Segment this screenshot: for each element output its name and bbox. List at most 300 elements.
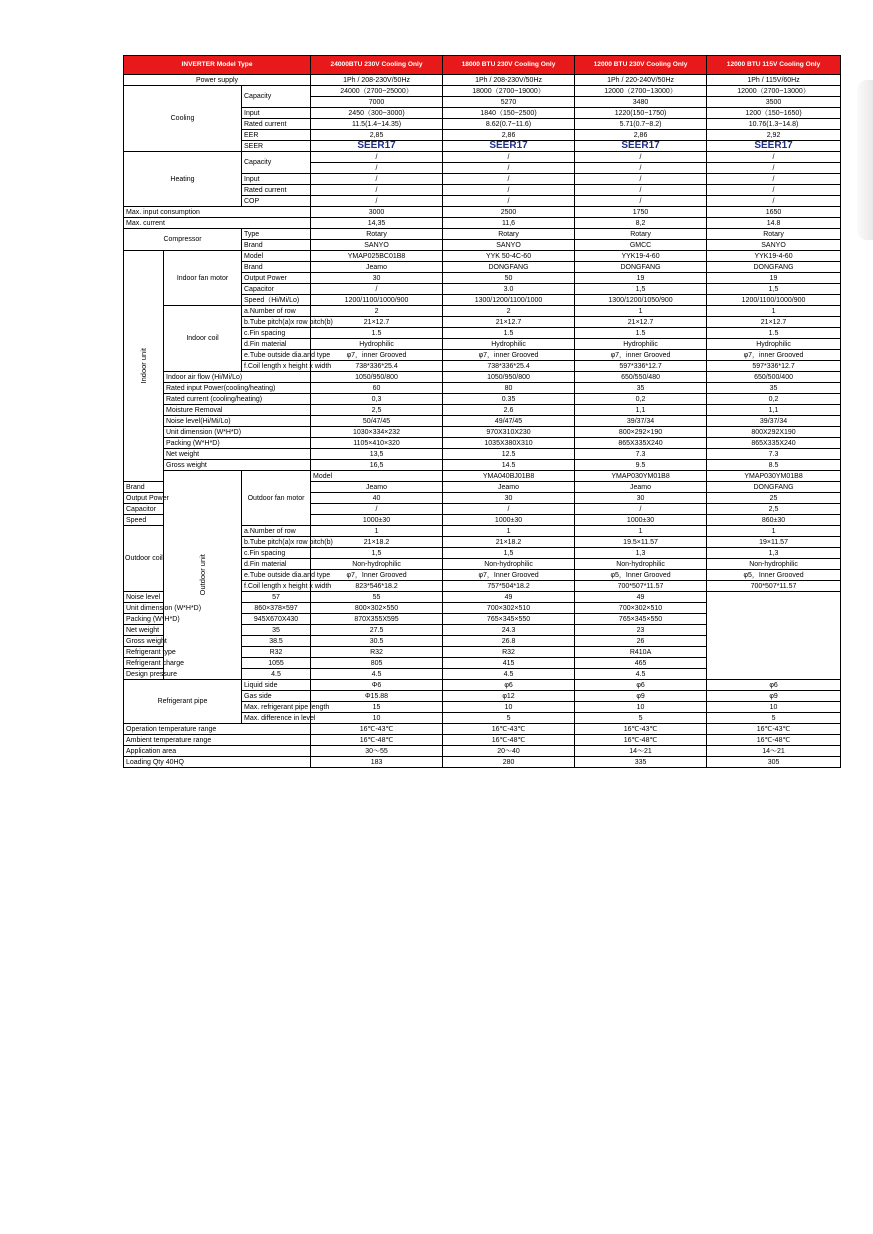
value-cell: 3.0 <box>443 284 575 295</box>
value-cell: 2 <box>311 306 443 317</box>
value-cell: 12000（2700~13000） <box>707 86 841 97</box>
value-cell: Φ15.88 <box>311 691 443 702</box>
value-cell: GMCC <box>575 240 707 251</box>
row-label: Packing (W*H*D) <box>164 438 311 449</box>
value-cell: / <box>707 174 841 185</box>
value-cell: 20～40 <box>443 746 575 757</box>
value-cell: YMAP025BC01B8 <box>311 251 443 262</box>
value-cell: 805 <box>311 658 443 669</box>
value-cell: 80 <box>443 383 575 394</box>
row-label: Rated current (cooling/heating) <box>164 394 311 405</box>
value-cell: 2,92 <box>707 130 841 141</box>
value-cell: 1840（150~2500) <box>443 108 575 119</box>
value-cell: 738*336*25.4 <box>443 361 575 372</box>
value-cell: 870X355X595 <box>311 614 443 625</box>
value-cell: 13,5 <box>311 449 443 460</box>
row-label: Moisture Removal <box>164 405 311 416</box>
value-cell: 11,6 <box>443 218 575 229</box>
row-label: Indoor fan motor <box>164 251 242 306</box>
value-cell: 1200/1100/1000/900 <box>311 295 443 306</box>
value-cell: 800×292×190 <box>575 427 707 438</box>
value-cell: 11.5(1.4~14.35) <box>311 119 443 130</box>
value-cell: 1035X380X310 <box>443 438 575 449</box>
value-cell: 700×302×510 <box>575 603 707 614</box>
table-row <box>124 438 841 449</box>
value-cell: DONGFANG <box>707 482 841 493</box>
value-cell: 1,3 <box>575 548 707 559</box>
row-label: e.Tube outside dia.and type <box>242 350 311 361</box>
row-label: f.Coil length x height x width <box>242 581 311 592</box>
value-cell: Hydrophilic <box>575 339 707 350</box>
value-cell: / <box>443 174 575 185</box>
value-cell: SANYO <box>443 240 575 251</box>
row-label: Capacity <box>242 152 311 174</box>
value-cell: 2500 <box>443 207 575 218</box>
page-edge-decoration <box>857 80 873 240</box>
model-type-header: INVERTER Model Type <box>124 56 311 75</box>
row-label: d.Fin material <box>242 339 311 350</box>
row-label: Operation temperature range <box>124 724 311 735</box>
row-label: Compressor <box>124 229 242 251</box>
table-row <box>124 680 841 691</box>
table-row <box>124 592 841 603</box>
value-cell: 50 <box>443 273 575 284</box>
row-label: Gross weight <box>164 460 311 471</box>
row-label: Brand <box>242 240 311 251</box>
table-row <box>124 757 841 768</box>
value-cell: 10 <box>707 702 841 713</box>
value-cell: 1Ph / 208-230V/50Hz <box>443 75 575 86</box>
value-cell: φ9 <box>707 691 841 702</box>
table-row <box>124 207 841 218</box>
value-cell: 16℃-48℃ <box>707 735 841 746</box>
value-cell: 50/47/45 <box>311 416 443 427</box>
value-cell: φ7，inner Grooved <box>707 350 841 361</box>
value-cell: / <box>311 185 443 196</box>
row-label: Outdoor coil <box>124 526 164 592</box>
value-cell: YYK19-4-60 <box>707 251 841 262</box>
model-header-1: 24000BTU 230V Cooling Only <box>311 56 443 75</box>
value-cell: φ6 <box>707 680 841 691</box>
value-cell: 16℃-43℃ <box>443 724 575 735</box>
row-label: Input <box>242 108 311 119</box>
value-cell: 24000（2700~25000） <box>311 86 443 97</box>
table-row <box>124 735 841 746</box>
row-label: a.Number of row <box>242 306 311 317</box>
value-cell: 30 <box>575 493 707 504</box>
value-cell: 18000（2700~19000） <box>443 86 575 97</box>
value-cell: / <box>311 504 443 515</box>
row-label: Heating <box>124 152 242 207</box>
row-label: Refrigerant type <box>124 647 242 658</box>
value-cell: 700*507*11.57 <box>707 581 841 592</box>
table-row <box>124 427 841 438</box>
row-label: EER <box>242 130 311 141</box>
value-cell: 1.5 <box>575 328 707 339</box>
row-label: Noise level <box>124 592 242 603</box>
value-cell: 183 <box>311 757 443 768</box>
value-cell: 465 <box>575 658 707 669</box>
value-cell: / <box>443 504 575 515</box>
value-cell: Non-hydrophilic <box>311 559 443 570</box>
value-cell: 19 <box>707 273 841 284</box>
value-cell: 1000±30 <box>575 515 707 526</box>
value-cell: 21×12.7 <box>575 317 707 328</box>
value-cell: / <box>707 185 841 196</box>
value-cell: YMAP030YM01B8 <box>575 471 707 482</box>
row-label: Rated input Power(cooling/heating) <box>164 383 311 394</box>
value-cell: 4.5 <box>443 669 575 680</box>
value-cell: 335 <box>575 757 707 768</box>
value-cell: 970X310X230 <box>443 427 575 438</box>
value-cell: 14,35 <box>311 218 443 229</box>
section-label-text: Indoor unit <box>139 348 149 384</box>
table-row <box>124 658 841 669</box>
value-cell: 4.5 <box>311 669 443 680</box>
value-cell: 4.5 <box>575 669 707 680</box>
value-cell: 2,86 <box>575 130 707 141</box>
row-label: Output Power <box>242 273 311 284</box>
value-cell: 5 <box>443 713 575 724</box>
value-cell: 1,1 <box>707 405 841 416</box>
value-cell: 49 <box>575 592 707 603</box>
value-cell: 1 <box>575 526 707 537</box>
value-cell: Non-hydrophilic <box>707 559 841 570</box>
value-cell: 39/37/34 <box>575 416 707 427</box>
value-cell: / <box>311 163 443 174</box>
row-label: Gas side <box>242 691 311 702</box>
row-label: f.Coil length x height x width <box>242 361 311 372</box>
row-label: Speed（Hi/Mi/Lo) <box>242 295 311 306</box>
row-label: Model <box>242 251 311 262</box>
row-label: Max. input consumption <box>124 207 311 218</box>
value-cell: 1Ph / 208-230V/50Hz <box>311 75 443 86</box>
spec-table <box>123 55 841 768</box>
row-label: Capacity <box>242 86 311 108</box>
value-cell: 5 <box>575 713 707 724</box>
row-label: Rated current <box>242 119 311 130</box>
value-cell: φ9 <box>575 691 707 702</box>
value-cell: φ7，inner Grooved <box>311 350 443 361</box>
value-cell: 26 <box>575 636 707 647</box>
table-row <box>124 647 841 658</box>
value-cell: 1650 <box>707 207 841 218</box>
model-header-3: 12000 BTU 230V Cooling Only <box>575 56 707 75</box>
value-cell: SEER17 <box>707 141 841 152</box>
value-cell: 1000±30 <box>311 515 443 526</box>
row-label: Capacitor <box>242 284 311 295</box>
table-row <box>124 405 841 416</box>
value-cell: 1300/1200/1100/1000 <box>443 295 575 306</box>
value-cell: 21×18.2 <box>311 537 443 548</box>
value-cell: 12000（2700~13000） <box>575 86 707 97</box>
table-row <box>124 471 841 482</box>
value-cell: 23 <box>575 625 707 636</box>
table-row <box>124 218 841 229</box>
value-cell: 10 <box>575 702 707 713</box>
row-label: Rated current <box>242 185 311 196</box>
value-cell: Non-hydrophilic <box>443 559 575 570</box>
model-header-2: 18000 BTU 230V Cooling Only <box>443 56 575 75</box>
row-label: SEER <box>242 141 311 152</box>
section-label-text: Outdoor unit <box>198 554 208 596</box>
table-row <box>124 383 841 394</box>
row-label: b.Tube pitch(a)x row pitch(b) <box>242 537 311 548</box>
value-cell: 19.5×11.57 <box>575 537 707 548</box>
value-cell: 7.3 <box>707 449 841 460</box>
value-cell: 597*336*12.7 <box>575 361 707 372</box>
value-cell: 5270 <box>443 97 575 108</box>
table-row <box>124 449 841 460</box>
value-cell: SEER17 <box>575 141 707 152</box>
table-row <box>124 416 841 427</box>
value-cell: 765×345×550 <box>575 614 707 625</box>
value-cell: SEER17 <box>311 141 443 152</box>
value-cell: 5.71(0.7~8.2) <box>575 119 707 130</box>
value-cell: 865X335X240 <box>575 438 707 449</box>
value-cell: 7.3 <box>575 449 707 460</box>
row-label: Net weight <box>124 625 242 636</box>
value-cell: 14.5 <box>443 460 575 471</box>
value-cell: 8.5 <box>707 460 841 471</box>
value-cell: / <box>575 504 707 515</box>
value-cell: 860×378×597 <box>242 603 311 614</box>
value-cell: 15 <box>311 702 443 713</box>
value-cell: 24.3 <box>443 625 575 636</box>
value-cell: 1,5 <box>311 548 443 559</box>
value-cell: 1055 <box>242 658 311 669</box>
row-label: d.Fin material <box>242 559 311 570</box>
row-label: Capacitor <box>124 504 164 515</box>
value-cell: 26.8 <box>443 636 575 647</box>
value-cell: Jeamo <box>443 482 575 493</box>
value-cell: 1030×334×232 <box>311 427 443 438</box>
table-row <box>124 394 841 405</box>
value-cell: 27.5 <box>311 625 443 636</box>
value-cell: 55 <box>311 592 443 603</box>
value-cell: 10.76(1.3~14.8) <box>707 119 841 130</box>
value-cell: 3500 <box>707 97 841 108</box>
value-cell: 10 <box>443 702 575 713</box>
value-cell: 650/500/400 <box>707 372 841 383</box>
value-cell: 1200（150~1650) <box>707 108 841 119</box>
value-cell: / <box>443 152 575 163</box>
row-label: Packing (W*H*D) <box>124 614 242 625</box>
spec-body <box>124 75 841 768</box>
value-cell: 35 <box>707 383 841 394</box>
value-cell: Jeamo <box>575 482 707 493</box>
table-row <box>124 614 841 625</box>
row-label: Indoor air flow (Hi/Mi/Lo) <box>164 372 311 383</box>
value-cell: 14.8 <box>707 218 841 229</box>
table-row <box>124 372 841 383</box>
value-cell: DONGFANG <box>575 262 707 273</box>
table-row <box>124 460 841 471</box>
value-cell: 19×11.57 <box>707 537 841 548</box>
row-label: c.Fin spacing <box>242 548 311 559</box>
row-label: Gross weight <box>124 636 242 647</box>
value-cell: / <box>575 174 707 185</box>
value-cell: φ7，Inner Grooved <box>443 570 575 581</box>
value-cell: 35 <box>575 383 707 394</box>
value-cell: 823*546*18.2 <box>311 581 443 592</box>
value-cell: 19 <box>575 273 707 284</box>
value-cell: 1300/1200/1050/900 <box>575 295 707 306</box>
value-cell: 9.5 <box>575 460 707 471</box>
row-label: Unit dimension (W*H*D) <box>124 603 242 614</box>
value-cell: / <box>707 152 841 163</box>
table-row <box>124 86 841 97</box>
table-row <box>124 746 841 757</box>
value-cell: 16℃-43℃ <box>707 724 841 735</box>
value-cell: / <box>575 152 707 163</box>
value-cell: 21×12.7 <box>311 317 443 328</box>
value-cell: 30.5 <box>311 636 443 647</box>
value-cell: 2.6 <box>443 405 575 416</box>
section-label <box>124 251 164 482</box>
value-cell: / <box>443 196 575 207</box>
value-cell: YYK19-4-60 <box>575 251 707 262</box>
value-cell: SEER17 <box>443 141 575 152</box>
value-cell: 1 <box>707 526 841 537</box>
value-cell: R32 <box>311 647 443 658</box>
value-cell: 14～21 <box>707 746 841 757</box>
value-cell: DONGFANG <box>707 262 841 273</box>
row-label: Unit dimension (W*H*D) <box>164 427 311 438</box>
row-label: Power supply <box>124 75 311 86</box>
value-cell: 0.35 <box>443 394 575 405</box>
value-cell: YMA040BJ01B8 <box>443 471 575 482</box>
row-label: Refrigerant charge <box>124 658 242 669</box>
value-cell: 2 <box>443 306 575 317</box>
value-cell: 3480 <box>575 97 707 108</box>
value-cell: 16℃-48℃ <box>443 735 575 746</box>
table-row <box>124 152 841 163</box>
row-label: c.Fin spacing <box>242 328 311 339</box>
value-cell: 1750 <box>575 207 707 218</box>
value-cell: 21×18.2 <box>443 537 575 548</box>
row-label: Input <box>242 174 311 185</box>
row-label: Max. difference in level <box>242 713 311 724</box>
row-label: a.Number of row <box>242 526 311 537</box>
value-cell: 738*336*25.4 <box>311 361 443 372</box>
value-cell: 800X292X190 <box>707 427 841 438</box>
value-cell: 1105×410×320 <box>311 438 443 449</box>
value-cell: 3000 <box>311 207 443 218</box>
table-row <box>124 603 841 614</box>
value-cell: 30～55 <box>311 746 443 757</box>
value-cell: 49 <box>443 592 575 603</box>
row-label: Indoor coil <box>164 306 242 372</box>
value-cell: 16,5 <box>311 460 443 471</box>
value-cell: R32 <box>242 647 311 658</box>
table-row <box>124 75 841 86</box>
value-cell: 5 <box>707 713 841 724</box>
value-cell: 1.5 <box>707 328 841 339</box>
value-cell: Hydrophilic <box>311 339 443 350</box>
value-cell: 1.5 <box>443 328 575 339</box>
row-label: Liquid side <box>242 680 311 691</box>
value-cell: 8,2 <box>575 218 707 229</box>
value-cell: R32 <box>443 647 575 658</box>
value-cell: Rotary <box>575 229 707 240</box>
value-cell: 8.62(0.7~11.6) <box>443 119 575 130</box>
value-cell: 60 <box>311 383 443 394</box>
value-cell: 30 <box>311 273 443 284</box>
value-cell: 12.5 <box>443 449 575 460</box>
value-cell: Rotary <box>707 229 841 240</box>
table-row <box>124 724 841 735</box>
table-row <box>124 251 841 262</box>
value-cell: 38.5 <box>242 636 311 647</box>
value-cell: φ7，inner Grooved <box>575 350 707 361</box>
value-cell: Jeamo <box>311 482 443 493</box>
row-label: Brand <box>124 482 164 493</box>
value-cell: / <box>311 174 443 185</box>
value-cell: 39/37/34 <box>707 416 841 427</box>
value-cell: 2,5 <box>311 405 443 416</box>
row-label: b.Tube pitch(a)x row pitch(b) <box>242 317 311 328</box>
value-cell: 1,5 <box>707 284 841 295</box>
value-cell: 40 <box>311 493 443 504</box>
value-cell: 1.5 <box>311 328 443 339</box>
row-label: Loading Qty 40HQ <box>124 757 311 768</box>
value-cell: / <box>311 284 443 295</box>
value-cell: φ7，Inner Grooved <box>311 570 443 581</box>
value-cell: 0,3 <box>311 394 443 405</box>
value-cell: Rotary <box>443 229 575 240</box>
value-cell: 14～21 <box>575 746 707 757</box>
value-cell: φ6 <box>575 680 707 691</box>
value-cell: 2450（300~3000) <box>311 108 443 119</box>
value-cell: 1 <box>707 306 841 317</box>
value-cell: 1050/950/800 <box>443 372 575 383</box>
value-cell: φ7，inner Grooved <box>443 350 575 361</box>
row-label: Ambient temperature range <box>124 735 311 746</box>
header-row <box>124 56 841 75</box>
value-cell: 765×345×550 <box>443 614 575 625</box>
value-cell: φ12 <box>443 691 575 702</box>
row-label: Max. refrigerant pipe length <box>242 702 311 713</box>
value-cell: 16℃-43℃ <box>575 724 707 735</box>
value-cell: 1Ph / 115V/60Hz <box>707 75 841 86</box>
table-row <box>124 636 841 647</box>
value-cell: 30 <box>443 493 575 504</box>
value-cell: / <box>443 185 575 196</box>
value-cell: 650/550/480 <box>575 372 707 383</box>
value-cell: 16℃-48℃ <box>311 735 443 746</box>
value-cell: 415 <box>443 658 575 669</box>
value-cell: 35 <box>242 625 311 636</box>
value-cell: Non-hydrophilic <box>575 559 707 570</box>
value-cell: 700×302×510 <box>443 603 575 614</box>
row-label: Output Power <box>124 493 164 504</box>
value-cell: 860±30 <box>707 515 841 526</box>
value-cell: 7000 <box>311 97 443 108</box>
row-label: COP <box>242 196 311 207</box>
value-cell: 800×302×550 <box>311 603 443 614</box>
value-cell: 10 <box>311 713 443 724</box>
value-cell: 597*336*12.7 <box>707 361 841 372</box>
row-label: Noise level(Hi/Mi/Lo) <box>164 416 311 427</box>
table-row <box>124 306 841 317</box>
value-cell: 0,2 <box>707 394 841 405</box>
value-cell: 1050/950/800 <box>311 372 443 383</box>
table-row <box>124 625 841 636</box>
value-cell: 1Ph / 220-240V/50Hz <box>575 75 707 86</box>
value-cell: / <box>575 163 707 174</box>
value-cell: / <box>707 196 841 207</box>
